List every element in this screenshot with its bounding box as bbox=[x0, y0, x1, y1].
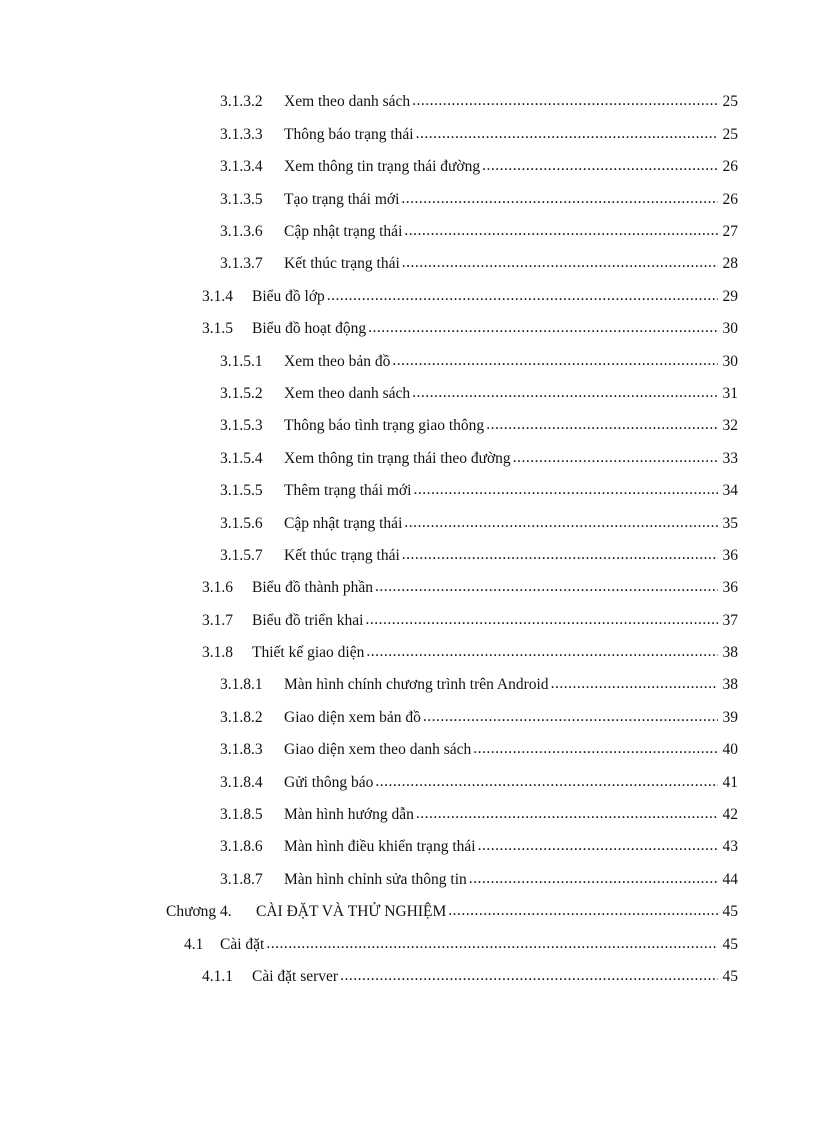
dot-leader bbox=[416, 126, 718, 142]
toc-entry-title: Xem thông tin trạng thái theo đường bbox=[284, 449, 511, 467]
dot-leader bbox=[402, 547, 718, 563]
dot-leader bbox=[402, 255, 718, 271]
toc-entry-page-number: 42 bbox=[722, 806, 738, 824]
toc-entry-page-number: 25 bbox=[722, 125, 738, 143]
toc-entry-page-number: 45 bbox=[722, 935, 738, 953]
toc-entry[interactable] bbox=[0, 604, 816, 636]
toc-entry-title: Kết thúc trạng thái bbox=[284, 546, 400, 564]
toc-entry-title: Biểu đồ triển khai bbox=[252, 611, 364, 629]
toc-entry-title: Biểu đồ hoạt động bbox=[252, 320, 367, 338]
toc-entry[interactable] bbox=[0, 669, 816, 701]
dot-leader bbox=[401, 191, 718, 207]
toc-entry[interactable] bbox=[0, 799, 816, 831]
toc-entry[interactable] bbox=[0, 345, 816, 377]
dot-leader bbox=[513, 450, 718, 466]
toc-entry-number: 3.1.8.3 bbox=[220, 741, 263, 759]
toc-entry-number: 3.1.8.6 bbox=[220, 838, 263, 856]
toc-entry[interactable] bbox=[0, 183, 816, 215]
dot-leader bbox=[412, 93, 718, 109]
toc-entry-number: 3.1.5.5 bbox=[220, 482, 263, 500]
table-of-contents bbox=[0, 86, 816, 993]
toc-entry-number: 3.1.6 bbox=[202, 579, 233, 597]
toc-entry[interactable] bbox=[0, 572, 816, 604]
toc-entry[interactable] bbox=[0, 313, 816, 345]
toc-entry-number: 3.1.3.4 bbox=[220, 158, 263, 176]
toc-entry-number: 4.1.1 bbox=[202, 967, 233, 985]
dot-leader bbox=[375, 774, 718, 790]
dot-leader bbox=[366, 612, 719, 628]
dot-leader bbox=[340, 968, 718, 984]
toc-entry-page-number: 36 bbox=[722, 546, 738, 564]
toc-entry-number: 3.1.3.6 bbox=[220, 223, 263, 240]
dot-leader bbox=[375, 579, 718, 595]
dot-leader bbox=[478, 838, 718, 854]
toc-entry-page-number: 38 bbox=[722, 676, 738, 694]
toc-entry[interactable] bbox=[0, 378, 816, 410]
toc-entry-number: 3.1.8.1 bbox=[220, 676, 263, 694]
toc-entry[interactable] bbox=[0, 216, 816, 248]
toc-entry-page-number: 27 bbox=[722, 223, 738, 240]
dot-leader bbox=[392, 353, 718, 369]
toc-entry-page-number: 35 bbox=[722, 514, 738, 532]
toc-entry-page-number: 30 bbox=[722, 320, 738, 338]
toc-entry-number: 3.1.5.3 bbox=[220, 417, 263, 435]
toc-entry-page-number: 41 bbox=[722, 773, 738, 791]
toc-entry-page-number: 34 bbox=[722, 482, 738, 500]
toc-entry-page-number: 40 bbox=[722, 741, 738, 759]
toc-entry-page-number: 37 bbox=[722, 611, 738, 629]
toc-entry-title: Biểu đồ lớp bbox=[252, 287, 325, 305]
toc-entry-number: 3.1.8.4 bbox=[220, 773, 263, 791]
toc-entry[interactable] bbox=[0, 539, 816, 571]
toc-entry-title: Thông báo trạng thái bbox=[284, 125, 414, 143]
dot-leader bbox=[486, 417, 718, 433]
toc-entry-page-number: 28 bbox=[722, 255, 738, 273]
toc-entry-title: Màn hình hướng dẫn bbox=[284, 806, 414, 824]
dot-leader bbox=[551, 676, 718, 692]
toc-entry-page-number: 25 bbox=[722, 93, 738, 111]
toc-entry-title: Thêm trạng thái mới bbox=[284, 482, 412, 500]
toc-entry-title: Gửi thông báo bbox=[284, 773, 374, 791]
toc-entry-title: CÀI ĐẶT VÀ THỬ NGHIỆM bbox=[256, 903, 447, 921]
toc-entry-title: Cài đặt bbox=[220, 935, 265, 953]
toc-entry[interactable] bbox=[0, 475, 816, 507]
dot-leader bbox=[404, 515, 718, 531]
toc-entry-number: 3.1.5.2 bbox=[220, 384, 263, 402]
toc-entry-number: 3.1.5 bbox=[202, 320, 233, 338]
toc-entry[interactable] bbox=[0, 507, 816, 539]
toc-entry-title: Cập nhật trạng thái bbox=[284, 514, 403, 532]
toc-entry-page-number: 26 bbox=[722, 190, 738, 208]
toc-entry[interactable] bbox=[0, 118, 816, 150]
toc-entry-title: Cài đặt server bbox=[252, 967, 339, 985]
toc-entry-page-number: 43 bbox=[722, 838, 738, 856]
toc-entry[interactable] bbox=[0, 734, 816, 766]
toc-entry[interactable] bbox=[0, 248, 816, 280]
toc-entry[interactable] bbox=[0, 928, 816, 960]
dot-leader bbox=[404, 223, 718, 239]
toc-entry-number: 3.1.5.4 bbox=[220, 449, 263, 467]
toc-entry-page-number: 36 bbox=[722, 579, 738, 597]
toc-entry-page-number: 38 bbox=[722, 644, 738, 662]
dot-leader bbox=[413, 482, 718, 498]
dot-leader bbox=[416, 806, 718, 822]
toc-entry-title: Xem theo danh sách bbox=[284, 93, 411, 111]
toc-entry-number: 3.1.7 bbox=[202, 611, 233, 629]
toc-entry-number: 3.1.4 bbox=[202, 287, 233, 305]
toc-entry-number: 3.1.8.2 bbox=[220, 708, 263, 726]
toc-entry[interactable] bbox=[0, 701, 816, 733]
toc-entry-number: 3.1.3.7 bbox=[220, 255, 263, 273]
toc-entry-page-number: 32 bbox=[722, 417, 738, 435]
dot-leader bbox=[366, 644, 718, 660]
toc-entry-page-number: 39 bbox=[722, 708, 738, 726]
dot-leader bbox=[423, 709, 718, 725]
dot-leader bbox=[469, 871, 718, 887]
toc-entry-number: 3.1.8 bbox=[202, 644, 233, 662]
toc-entry-page-number: 26 bbox=[722, 158, 738, 176]
toc-entry-page-number: 29 bbox=[722, 287, 738, 305]
toc-entry[interactable] bbox=[0, 86, 816, 118]
toc-entry-number: 3.1.5.6 bbox=[220, 514, 263, 532]
toc-entry-page-number: 31 bbox=[722, 384, 738, 402]
toc-entry-title: Tạo trạng thái mới bbox=[284, 190, 400, 208]
toc-entry[interactable] bbox=[0, 637, 816, 669]
toc-chapter-entry[interactable] bbox=[0, 896, 816, 928]
toc-entry[interactable] bbox=[0, 280, 816, 312]
toc-entry-title: Biểu đồ thành phần bbox=[252, 579, 373, 597]
toc-entry-page-number: 30 bbox=[722, 352, 738, 370]
toc-entry-title: Cập nhật trạng thái bbox=[284, 223, 403, 240]
toc-entry-title: Màn hình chính chương trình trên Android bbox=[284, 676, 549, 694]
dot-leader bbox=[473, 741, 718, 757]
toc-entry[interactable] bbox=[0, 410, 816, 442]
toc-entry-title: Xem thông tin trạng thái đường bbox=[284, 158, 481, 176]
toc-entry-title: Xem theo bản đồ bbox=[284, 352, 391, 370]
toc-entry-number: 4.1 bbox=[184, 935, 204, 953]
dot-leader bbox=[412, 385, 718, 401]
toc-entry-page-number: 44 bbox=[722, 870, 738, 888]
toc-entry-title: Thiết kế giao diện bbox=[252, 644, 365, 662]
toc-entry-title: Thông báo tình trạng giao thông bbox=[284, 417, 485, 435]
dot-leader bbox=[327, 288, 718, 304]
toc-entry-page-number: 45 bbox=[722, 967, 738, 985]
dot-leader bbox=[266, 936, 718, 952]
toc-entry-number: 3.1.5.7 bbox=[220, 546, 263, 564]
toc-entry-number: 3.1.5.1 bbox=[220, 352, 263, 370]
toc-entry[interactable] bbox=[0, 766, 816, 798]
toc-entry-number: 3.1.3.3 bbox=[220, 125, 263, 143]
dot-leader bbox=[448, 903, 718, 919]
toc-entry-title: Màn hình điều khiển trạng thái bbox=[284, 838, 476, 856]
toc-entry[interactable] bbox=[0, 831, 816, 863]
toc-entry-title: Kết thúc trạng thái bbox=[284, 255, 400, 273]
toc-entry[interactable] bbox=[0, 863, 816, 895]
toc-entry-number: 3.1.8.5 bbox=[220, 806, 263, 824]
toc-entry-number: 3.1.3.2 bbox=[220, 93, 263, 111]
toc-entry[interactable] bbox=[0, 151, 816, 183]
toc-entry-title: Xem theo danh sách bbox=[284, 384, 411, 402]
toc-entry-title: Màn hình chỉnh sửa thông tin bbox=[284, 870, 467, 888]
toc-entry-title: Giao diện xem theo danh sách bbox=[284, 741, 472, 759]
toc-entry[interactable] bbox=[0, 442, 816, 474]
toc-entry[interactable] bbox=[0, 961, 816, 993]
toc-entry-page-number: 45 bbox=[722, 903, 738, 921]
dot-leader bbox=[368, 320, 718, 336]
toc-entry-page-number: 33 bbox=[722, 449, 738, 467]
toc-entry-number: 3.1.3.5 bbox=[220, 190, 263, 208]
toc-entry-title: Giao diện xem bản đồ bbox=[284, 708, 421, 726]
toc-entry-number: Chương 4. bbox=[166, 903, 232, 921]
toc-entry-number: 3.1.8.7 bbox=[220, 870, 263, 888]
dot-leader bbox=[482, 158, 718, 174]
